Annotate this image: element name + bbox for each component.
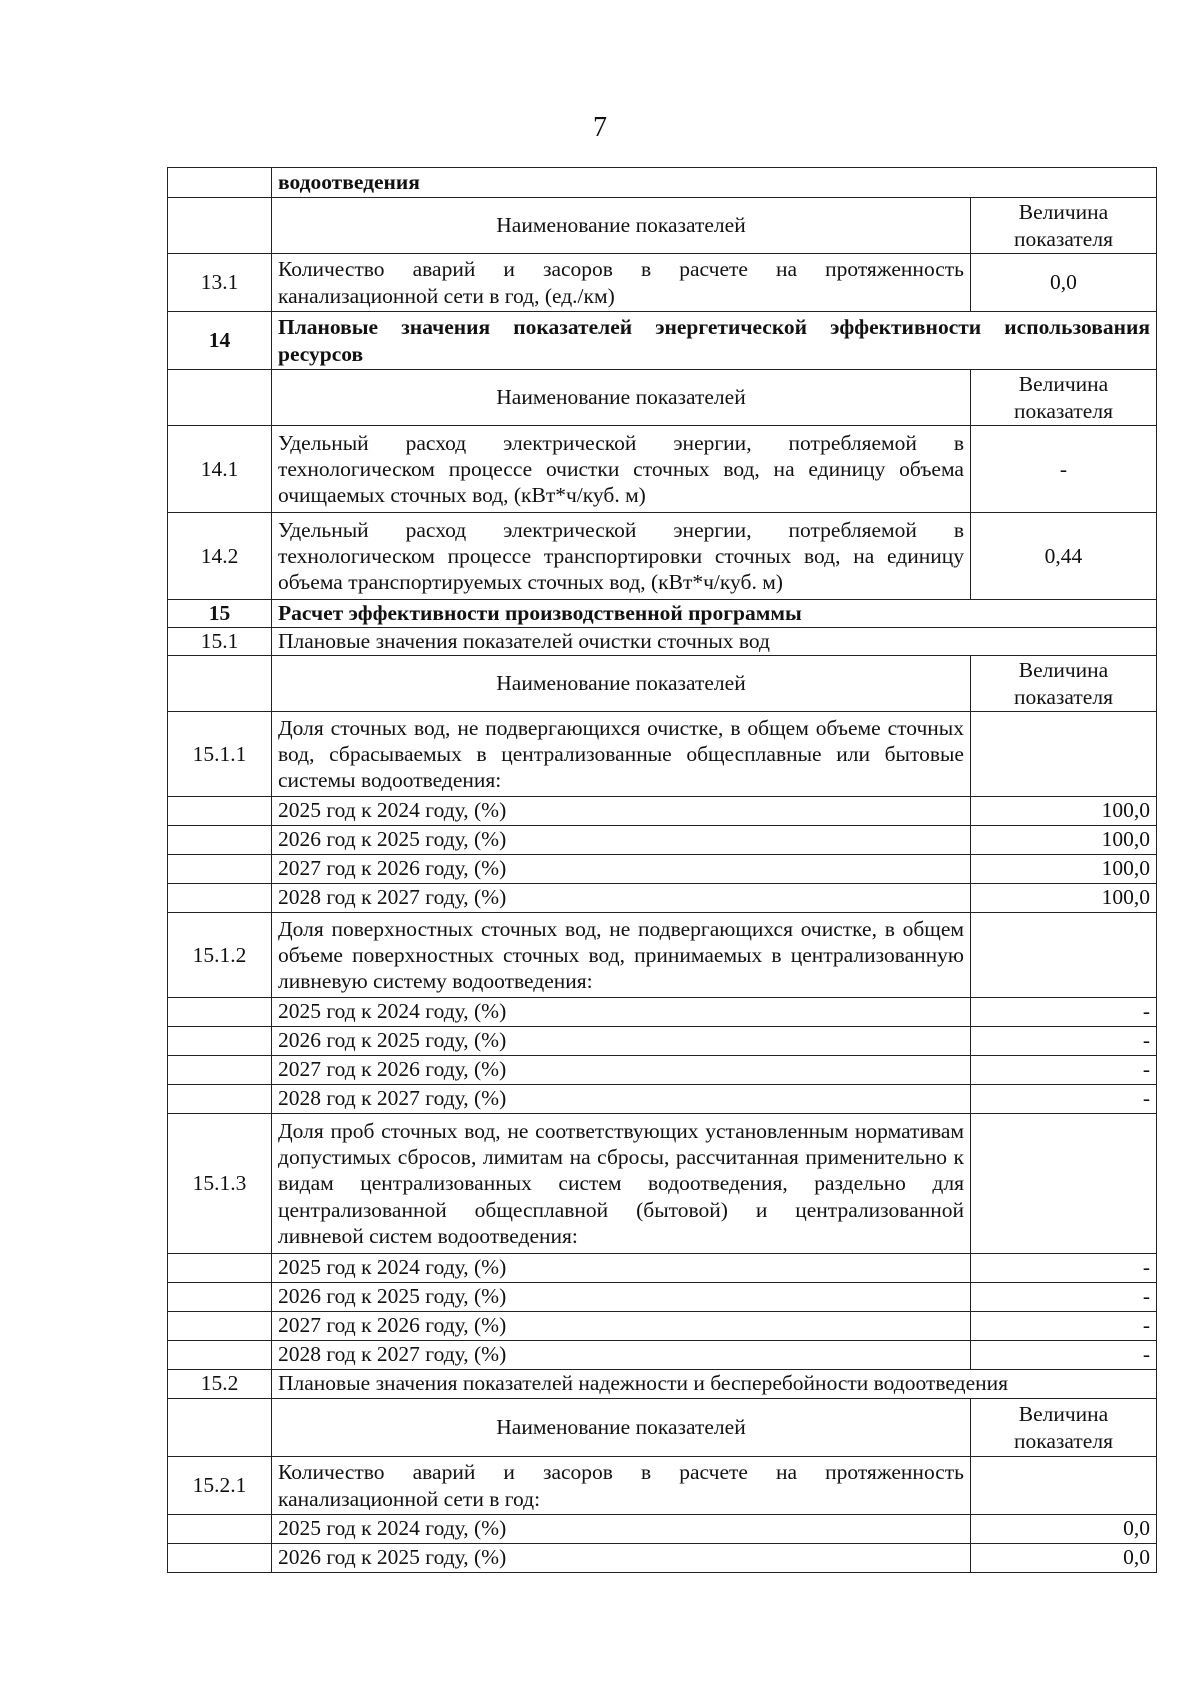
year-row [168, 797, 1157, 826]
year-row [168, 826, 1157, 855]
row-number: 15.1.3 [168, 1114, 272, 1254]
column-header-name: Наименование показателей [272, 656, 971, 712]
year-label: 2028 год к 2027 году, (%) [272, 1085, 971, 1114]
year-value: - [970, 1085, 1156, 1114]
table-row [168, 1457, 1157, 1515]
year-value: - [970, 1312, 1156, 1341]
year-row [168, 1544, 1157, 1573]
section-row [168, 600, 1157, 628]
year-value: 100,0 [970, 855, 1156, 884]
year-value: - [970, 1254, 1156, 1283]
column-header-value: Величина показателя [970, 370, 1156, 426]
year-label: 2027 год к 2026 году, (%) [272, 855, 971, 884]
year-value: - [970, 1283, 1156, 1312]
row-number: 14.1 [168, 426, 272, 513]
year-label: 2025 год к 2024 году, (%) [272, 1515, 971, 1544]
indicator-name: Удельный расход электрической энергии, потребляемой в технологическом процессе транспортировки сточных вод, на единицу объема транспортируемых сточных вод, (кВт*ч/куб. м) [272, 513, 971, 600]
column-header-value: Величина показателя [970, 198, 1156, 254]
table-header-row [168, 198, 1157, 254]
indicator-name: Количество аварий и засоров в расчете на протяженность канализационной сети в год, (ед./км) [272, 254, 971, 312]
column-header-name: Наименование показателей [272, 1399, 971, 1457]
year-label: 2026 год к 2025 году, (%) [272, 1544, 971, 1573]
year-value: 100,0 [970, 797, 1156, 826]
table-row [168, 254, 1157, 312]
indicator-value: 0,0 [970, 254, 1156, 312]
row-number: 13.1 [168, 254, 272, 312]
column-header-name: Наименование показателей [272, 370, 971, 426]
subsection-row [168, 628, 1157, 656]
section-row [168, 312, 1157, 370]
column-header-name: Наименование показателей [272, 198, 971, 254]
year-row [168, 884, 1157, 913]
table-row [168, 1114, 1157, 1254]
row-number: 15.1.2 [168, 913, 272, 998]
table-row [168, 712, 1157, 797]
year-label: 2025 год к 2024 году, (%) [272, 998, 971, 1027]
indicator-name: Доля сточных вод, не подвергающихся очистке, в общем объеме сточных вод, сбрасываемых в централизованные общесплавные или бытовые системы водоотведения: [272, 712, 971, 797]
table-row [168, 913, 1157, 998]
indicator-name: Доля поверхностных сточных вод, не подвергающихся очистке, в общем объеме поверхностных сточных вод, принимаемых в централизованную ливневую систему водоотведения: [272, 913, 971, 998]
table-header-row [168, 1399, 1157, 1457]
year-value: - [970, 1341, 1156, 1370]
year-row [168, 1515, 1157, 1544]
subsection-number: 15.1 [168, 628, 272, 656]
section-number: 14 [168, 312, 272, 370]
table-row [168, 168, 1157, 198]
indicator-value: - [970, 426, 1156, 513]
year-label: 2026 год к 2025 году, (%) [272, 826, 971, 855]
year-label: 2026 год к 2025 году, (%) [272, 1283, 971, 1312]
year-value: 100,0 [970, 884, 1156, 913]
year-value: 0,0 [970, 1515, 1156, 1544]
indicator-value: 0,44 [970, 513, 1156, 600]
year-row [168, 1312, 1157, 1341]
year-value: - [970, 998, 1156, 1027]
subsection-title: Плановые значения показателей очистки сточных вод [272, 628, 1157, 656]
year-row [168, 1254, 1157, 1283]
row-number: 15.2.1 [168, 1457, 272, 1515]
year-label: 2025 год к 2024 году, (%) [272, 1254, 971, 1283]
section-title: Расчет эффективности производственной программы [272, 600, 1157, 628]
year-label: 2028 год к 2027 году, (%) [272, 884, 971, 913]
table-header-row [168, 370, 1157, 426]
row-number: 14.2 [168, 513, 272, 600]
table-header-row [168, 656, 1157, 712]
table-row [168, 426, 1157, 513]
year-value: 0,0 [970, 1544, 1156, 1573]
year-row [168, 1027, 1157, 1056]
subsection-number: 15.2 [168, 1370, 272, 1399]
indicator-name: Удельный расход электрической энергии, потребляемой в технологическом процессе очистки сточных вод, на единицу объема очищаемых сточных вод, (кВт*ч/куб. м) [272, 426, 971, 513]
indicator-name: Доля проб сточных вод, не соответствующих установленным нормативам допустимых сбросов, лимитам на сбросы, рассчитанная применительно к видам централизованных систем водоотведения, раздельно для централизованной общесплавной (бытовой) и централизованной ливневой систем водоотведения: [272, 1114, 971, 1254]
year-label: 2025 год к 2024 году, (%) [272, 797, 971, 826]
year-row [168, 1341, 1157, 1370]
year-value: - [970, 1056, 1156, 1085]
year-label: 2028 год к 2027 году, (%) [272, 1341, 971, 1370]
indicator-name: Количество аварий и засоров в расчете на протяженность канализационной сети в год: [272, 1457, 971, 1515]
year-label: 2026 год к 2025 году, (%) [272, 1027, 971, 1056]
column-header-value: Величина показателя [970, 1399, 1156, 1457]
subsection-row [168, 1370, 1157, 1399]
page-number: 7 [593, 112, 607, 143]
indicators-table [167, 167, 1157, 1573]
year-row [168, 1056, 1157, 1085]
section-title: Плановые значения показателей энергетической эффективности использования ресурсов [272, 312, 1157, 370]
year-row [168, 1283, 1157, 1312]
column-header-value: Величина показателя [970, 656, 1156, 712]
year-label: 2027 год к 2026 году, (%) [272, 1312, 971, 1341]
row-number: 15.1.1 [168, 712, 272, 797]
year-value: 100,0 [970, 826, 1156, 855]
year-row [168, 855, 1157, 884]
subsection-title: Плановые значения показателей надежности и бесперебойности водоотведения [272, 1370, 1157, 1399]
year-row [168, 1085, 1157, 1114]
section-number: 15 [168, 600, 272, 628]
table-row [168, 513, 1157, 600]
section-title-continuation: водоотведения [272, 168, 1157, 198]
year-row [168, 998, 1157, 1027]
year-value: - [970, 1027, 1156, 1056]
year-label: 2027 год к 2026 году, (%) [272, 1056, 971, 1085]
